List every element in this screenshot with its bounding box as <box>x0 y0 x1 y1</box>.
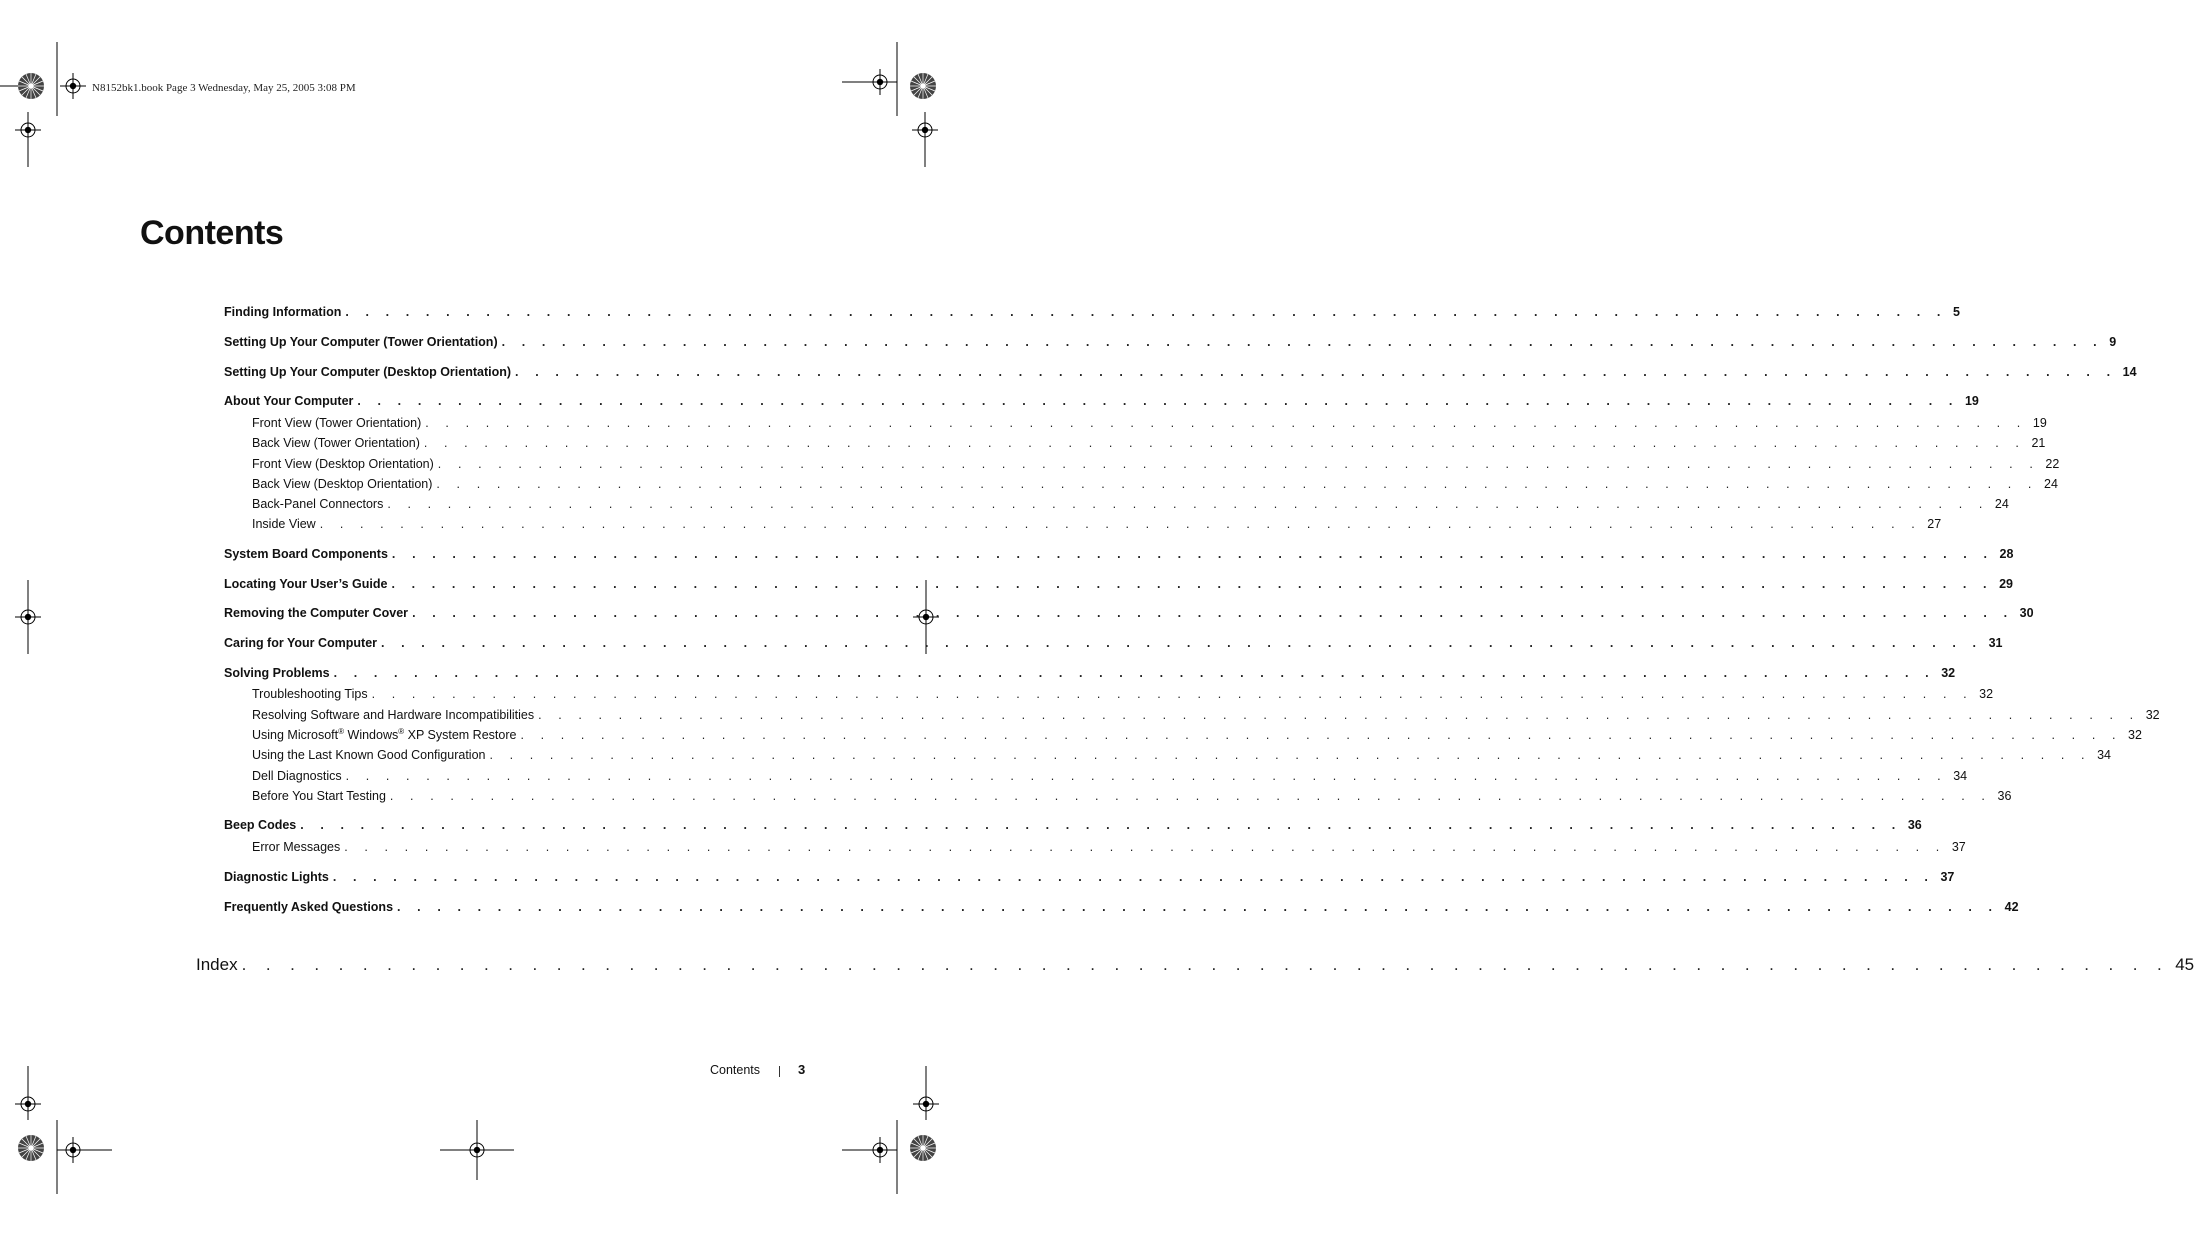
toc-dot-leader: . . . . . . . . . . . . . . . . . . . . . . . . . . . . . . . . . . . . . . . . . . . . . . . . . . . . . . . . . . . . . . . . . . . . . . . . . . . . . . . . <box>344 840 1946 854</box>
toc-subentry[interactable] <box>252 477 2058 491</box>
toc-page-number: 9 <box>2109 335 2117 349</box>
toc-dot-leader: . . . . . . . . . . . . . . . . . . . . . . . . . . . . . . . . . . . . . . . . . . . . . . . . . . . . . . . . . . . . . . . . . . . . . . . . . . . . . . . . <box>345 769 1948 783</box>
toc-subentry[interactable] <box>252 687 1994 701</box>
registration-starburst-icon <box>910 1135 936 1161</box>
toc-dot-leader: . . . . . . . . . . . . . . . . . . . . . . . . . . . . . . . . . . . . . . . . . . . . . . . . . . . . . . . . . . . . . . . . . . . . . . . . . . . . . . . . <box>332 870 1935 884</box>
page-title: Contents <box>140 214 284 252</box>
toc-dot-leader: . . . . . . . . . . . . . . . . . . . . . . . . . . . . . . . . . . . . . . . . . . . . . . . . . . . . . . . . . . . . . . . . . . . . . . . . . . . . . . . . <box>391 547 1994 561</box>
toc-entry-title: About Your Computer <box>224 394 354 408</box>
toc-page-number: 28 <box>1999 547 2014 561</box>
toc-page-number: 34 <box>2097 748 2111 762</box>
toc-entry-title: Before You Start Testing <box>252 789 386 803</box>
toc-dot-leader: . . . . . . . . . . . . . . . . . . . . . . . . . . . . . . . . . . . . . . . . . . . . . . . . . . . . . . . . . . . . . . . . . . . . . . . . . . . . . . . . <box>538 708 2140 722</box>
toc-entry-title: Error Messages <box>252 840 341 854</box>
toc-entry-title: Setting Up Your Computer (Desktop Orientation) <box>224 365 512 379</box>
toc-page-number: 32 <box>2145 708 2160 722</box>
toc-page-number: 19 <box>1964 394 1979 408</box>
toc-dot-leader: . . . . . . . . . . . . . . . . . . . . . . . . . . . . . . . . . . . . . . . . . . . . . . . . . . . . . . . . . . . . . . . . . . . . . . . . . . . . . . . . <box>423 436 2026 450</box>
toc-entry-title: Locating Your User’s Guide <box>224 577 388 591</box>
toc-page-number: 34 <box>1953 769 1968 783</box>
toc-subentry[interactable] <box>252 748 2111 762</box>
toc-page-number: 5 <box>1952 305 1960 319</box>
toc-entry-title: Setting Up Your Computer (Tower Orientation) <box>224 335 498 349</box>
toc-page-number: 30 <box>2019 606 2034 620</box>
toc-page-number: 24 <box>2044 477 2058 491</box>
toc-dot-leader: . . . . . . . . . . . . . . . . . . . . . . . . . . . . . . . . . . . . . . . . . . . . . . . . . . . . . . . . . . . . . . . . . . . . . . . . . . . . . . . . <box>357 394 1959 408</box>
toc-subentry[interactable] <box>252 436 2046 450</box>
toc-page-number: 24 <box>1994 497 2009 511</box>
toc-page-number: 32 <box>1979 687 1994 701</box>
toc-page-number: 36 <box>1997 789 2012 803</box>
toc-entry-title: Resolving Software and Hardware Incompatibilities <box>252 708 535 722</box>
toc-dot-leader: . . . . . . . . . . . . . . . . . . . . . . . . . . . . . . . . . . . . . . . . . . . . . . . . . . . . . . . . . . . . . . . . . . . . . . . . . . . . . . . . <box>333 666 1936 680</box>
toc-entry-title: System Board Components <box>224 547 388 561</box>
toc-entry-index[interactable] <box>196 955 2194 975</box>
toc-dot-leader: . . . . . . . . . . . . . . . . . . . . . . . . . . . . . . . . . . . . . . . . . . . . . . . . . . . . . . . . . . . . . . . . . . . . . . . . . . . . . . . . <box>412 606 2014 620</box>
toc-dot-leader: . . . . . . . . . . . . . . . . . . . . . . . . . . . . . . . . . . . . . . . . . . . . . . . . . . . . . . . . . . . . . . . . . . . . . . . . . . . . . . . . <box>319 517 1922 531</box>
toc-subentry[interactable] <box>252 789 2012 803</box>
toc-entry[interactable] <box>224 365 2137 379</box>
footer-page-number: 3 <box>798 1062 806 1077</box>
toc-page-number: 21 <box>2031 436 2046 450</box>
toc-entry-title: Back View (Tower Orientation) <box>252 436 420 450</box>
toc-subentry[interactable] <box>252 497 2009 511</box>
toc-entry[interactable] <box>224 335 2117 349</box>
toc-dot-leader: . . . . . . . . . . . . . . . . . . . . . . . . . . . . . . . . . . . . . . . . . . . . . . . . . . . . . . . . . . . . . . . . . . . . . . . . . . . . . . . . <box>515 365 2117 379</box>
print-header: N8152bk1.book Page 3 Wednesday, May 25, 2005 3:08 PM <box>92 82 356 94</box>
toc-subentry[interactable] <box>252 769 1968 783</box>
toc-entry-title: Index <box>196 955 238 974</box>
toc-page-number: 19 <box>2032 416 2047 430</box>
footer-separator <box>779 1066 780 1077</box>
toc-entry[interactable] <box>224 547 2014 561</box>
toc-entry-title: Inside View <box>252 517 316 531</box>
toc-page-number: 22 <box>2045 457 2060 471</box>
toc-subentry[interactable] <box>252 708 2160 722</box>
toc-entry[interactable] <box>224 606 2034 620</box>
toc-page-number: 32 <box>2128 728 2142 742</box>
toc-page-number: 36 <box>1907 818 1922 832</box>
registration-starburst-icon <box>18 1135 44 1161</box>
toc-dot-leader: . . . . . . . . . . . . . . . . . . . . . . . . . . . . . . . . . . . . . . . . . . . . . . . . . . . . . . . . . . . . . . . . . . . . . . . . . . . . . . . . <box>425 416 2027 430</box>
toc-page-number: 29 <box>1999 577 2013 591</box>
toc-dot-leader: . . . . . . . . . . . . . . . . . . . . . . . . . . . . . . . . . . . . . . . . . . . . . . . . . . . . . . . . . . . . . . . . . . . . . . . . . . . . . . . . <box>437 457 2040 471</box>
toc-entry-title: Removing the Computer Cover <box>224 606 409 620</box>
toc-entry-title: Beep Codes <box>224 818 297 832</box>
toc-entry[interactable] <box>224 818 1922 832</box>
registration-crosshair-icon <box>464 1137 490 1163</box>
toc-entry-title: Front View (Desktop Orientation) <box>252 457 434 471</box>
toc-entry-title: Solving Problems <box>224 666 330 680</box>
toc-entry-title: Finding Information <box>224 305 342 319</box>
toc-entry-title: Troubleshooting Tips <box>252 687 368 701</box>
toc-page-number: 45 <box>2175 955 2194 974</box>
toc-page-number: 31 <box>1988 636 2003 650</box>
registration-crosshair-icon <box>867 1137 893 1163</box>
toc-subentry[interactable] <box>252 457 2060 471</box>
toc-page-number: 32 <box>1941 666 1956 680</box>
toc-entry[interactable] <box>224 666 1956 680</box>
toc-dot-leader: . . . . . . . . . . . . . . . . . . . . . . . . . . . . . . . . . . . . . . . . . . . . . . . . . . . . . . . . . . . . . . . . . . . . . . . . . . . . . . . . <box>501 335 2104 349</box>
toc-entry[interactable] <box>224 870 1955 884</box>
toc-dot-leader: . . . . . . . . . . . . . . . . . . . . . . . . . . . . . . . . . . . . . . . . . . . . . . . . . . . . . . . . . . . . . . . . . . . . . . . . . . . . . . . . <box>520 728 2123 742</box>
toc-page-number: 27 <box>1927 517 1942 531</box>
toc-dot-leader: . . . . . . . . . . . . . . . . . . . . . . . . . . . . . . . . . . . . . . . . . . . . . . . . . . . . . . . . . . . . . . . . . . . . . . . . . . . . . . . . <box>345 305 1947 319</box>
toc-subentry[interactable] <box>252 517 1942 531</box>
toc-entry-title: Caring for Your Computer <box>224 636 378 650</box>
toc-subentry[interactable] <box>252 726 2142 742</box>
toc-entry-title: Front View (Tower Orientation) <box>252 416 422 430</box>
toc-entry-title: Using Microsoft® Windows® XP System Restore <box>252 726 517 742</box>
toc-entry[interactable] <box>224 305 1960 319</box>
toc-entry[interactable] <box>224 577 2013 591</box>
toc-dot-leader: . . . . . . . . . . . . . . . . . . . . . . . . . . . . . . . . . . . . . . . . . . . . . . . . . . . . . . . . . . . . . . . . . . . . . . . . . . . . . . . . <box>241 955 2170 974</box>
toc-dot-leader: . . . . . . . . . . . . . . . . . . . . . . . . . . . . . . . . . . . . . . . . . . . . . . . . . . . . . . . . . . . . . . . . . . . . . . . . . . . . . . . . <box>371 687 1974 701</box>
toc-entry-title: Dell Diagnostics <box>252 769 342 783</box>
crop-mark <box>28 1066 112 1194</box>
toc-entry-title: Frequently Asked Questions <box>224 900 394 914</box>
crop-mark <box>842 1066 926 1194</box>
toc-entry-title: Using the Last Known Good Configuration <box>252 748 486 762</box>
toc-dot-leader: . . . . . . . . . . . . . . . . . . . . . . . . . . . . . . . . . . . . . . . . . . . . . . . . . . . . . . . . . . . . . . . . . . . . . . . . . . . . . . . . <box>381 636 1983 650</box>
toc-subentry[interactable] <box>252 840 1966 854</box>
toc-dot-leader: . . . . . . . . . . . . . . . . . . . . . . . . . . . . . . . . . . . . . . . . . . . . . . . . . . . . . . . . . . . . . . . . . . . . . . . . . . . . . . . . <box>389 789 1992 803</box>
toc-page-number: 37 <box>1951 840 1966 854</box>
toc-dot-leader: . . . . . . . . . . . . . . . . . . . . . . . . . . . . . . . . . . . . . . . . . . . . . . . . . . . . . . . . . . . . . . . . . . . . . . . . . . . . . . . . <box>489 748 2092 762</box>
toc-dot-leader: . . . . . . . . . . . . . . . . . . . . . . . . . . . . . . . . . . . . . . . . . . . . . . . . . . . . . . . . . . . . . . . . . . . . . . . . . . . . . . . . <box>397 900 1999 914</box>
toc-dot-leader: . . . . . . . . . . . . . . . . . . . . . . . . . . . . . . . . . . . . . . . . . . . . . . . . . . . . . . . . . . . . . . . . . . . . . . . . . . . . . . . . <box>436 477 2038 491</box>
toc-entry-title: Back-Panel Connectors <box>252 497 384 511</box>
toc-entry-title: Diagnostic Lights <box>224 870 329 884</box>
toc-page-number: 42 <box>2004 900 2019 914</box>
toc-entry[interactable] <box>224 900 2019 914</box>
toc-dot-leader: . . . . . . . . . . . . . . . . . . . . . . . . . . . . . . . . . . . . . . . . . . . . . . . . . . . . . . . . . . . . . . . . . . . . . . . . . . . . . . . . <box>387 497 1989 511</box>
toc-entry[interactable] <box>224 394 1979 408</box>
toc-entry-title: Back View (Desktop Orientation) <box>252 477 433 491</box>
registration-crosshair-icon <box>913 1091 939 1117</box>
registration-crosshair-icon <box>60 1137 86 1163</box>
toc-dot-leader: . . . . . . . . . . . . . . . . . . . . . . . . . . . . . . . . . . . . . . . . . . . . . . . . . . . . . . . . . . . . . . . . . . . . . . . . . . . . . . . . <box>391 577 1994 591</box>
footer-section-label: Contents <box>710 1063 761 1077</box>
toc-dot-leader: . . . . . . . . . . . . . . . . . . . . . . . . . . . . . . . . . . . . . . . . . . . . . . . . . . . . . . . . . . . . . . . . . . . . . . . . . . . . . . . . <box>300 818 1902 832</box>
toc-page-number: 37 <box>1940 870 1955 884</box>
toc-entry[interactable] <box>224 636 2003 650</box>
registration-crosshair-icon <box>15 1091 41 1117</box>
toc-page-number: 14 <box>2122 365 2137 379</box>
toc-subentry[interactable] <box>252 416 2047 430</box>
